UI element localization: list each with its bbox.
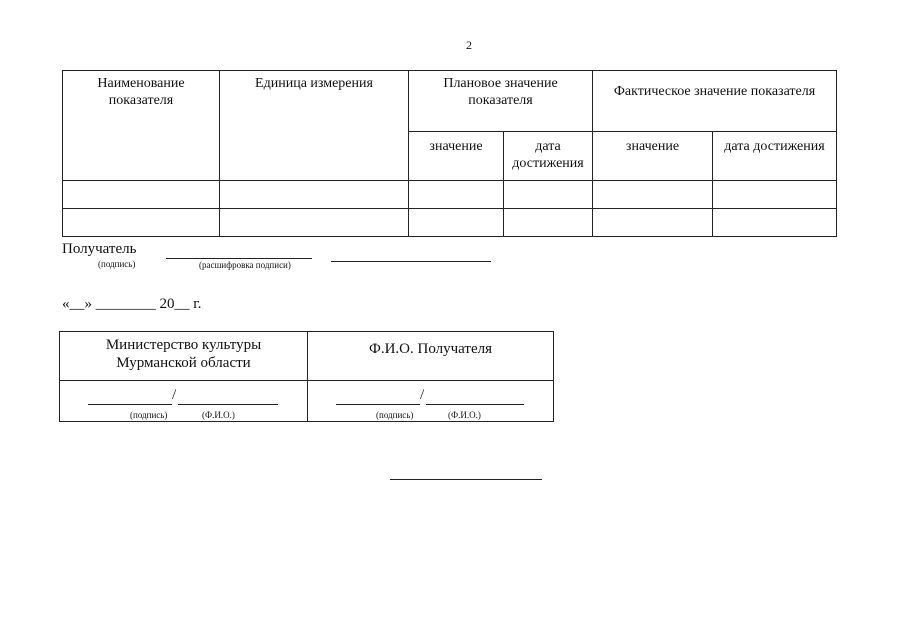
ministry-fio-caption: (Ф.И.О.) [202, 410, 235, 420]
header-unit: Единица измерения [220, 71, 409, 181]
ministry-signature-line [88, 404, 172, 405]
header-fact-value: Фактическое значение показателя [593, 71, 837, 132]
ministry-signature-caption: (подпись) [130, 410, 168, 420]
recipient-sig-line [336, 404, 420, 405]
ministry-fio-line [178, 404, 278, 405]
recipient-fio-header: Ф.И.О. Получателя [308, 332, 554, 381]
table-row [63, 209, 837, 237]
page-number: 2 [466, 38, 472, 52]
ministry-slash: / [172, 387, 177, 403]
recipient-label: Получатель [62, 241, 137, 257]
recipient-slash: / [420, 387, 425, 403]
recipient-sig-caption: (подпись) [376, 410, 414, 420]
ministry-header: Министерство культуры Мурманской области [60, 332, 308, 381]
date-line: «__» ________ 20__ г. [62, 296, 202, 312]
ministry-signature-cell [60, 381, 308, 422]
table-row [63, 181, 837, 209]
indicators-table [62, 70, 837, 237]
recipient-fio-line [426, 404, 524, 405]
subheader-fact-value: значение [593, 132, 713, 181]
recipient-signature-caption: (подпись) [98, 259, 136, 269]
recipient-extra-line [331, 261, 491, 262]
recipient-signature-cell [308, 381, 554, 422]
subheader-plan-value: значение [409, 132, 504, 181]
header-plan-value: Плановое значение показателя [409, 71, 593, 132]
subheader-plan-date: дата достижения [504, 132, 593, 181]
recipient-decode-caption: (расшифровка подписи) [199, 260, 291, 270]
subheader-fact-date: дата достижения [713, 132, 837, 181]
recipient-fio-caption: (Ф.И.О.) [448, 410, 481, 420]
closing-line [390, 479, 542, 480]
recipient-signature-line [166, 258, 312, 259]
header-indicator-name: Наименование показателя [63, 71, 220, 181]
signatures-table [59, 331, 554, 422]
